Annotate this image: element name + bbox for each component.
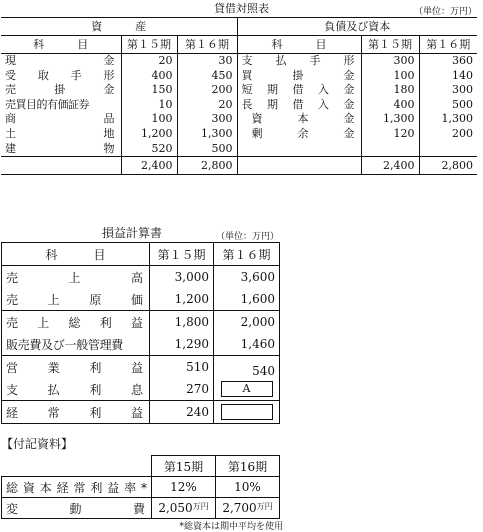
liab-col-item: 科 目 <box>237 36 361 54</box>
asset-p15: 520 <box>121 142 177 157</box>
liabilities-total-p15: 2,400 <box>361 157 419 175</box>
liability-p16: 360 <box>452 54 473 67</box>
asset-p16: 300 <box>177 112 237 127</box>
income-statement-table <box>1 242 280 424</box>
answer-box-a[interactable]: A <box>221 381 273 397</box>
asset-p16: 20 <box>177 98 237 113</box>
liability-p15: 180 <box>361 83 419 98</box>
income-statement-unit: （単位：万円） <box>216 232 280 242</box>
bs-row <box>1 127 477 142</box>
liability-p15: 120 <box>361 127 419 142</box>
sup-row-p15: 2,050 <box>158 501 193 515</box>
asset-p15: 400 <box>121 69 177 84</box>
bs-row <box>1 83 477 98</box>
pl-row-name: 支払利息 <box>2 378 150 401</box>
asset-p15: 150 <box>121 83 177 98</box>
asset-p16: 200 <box>177 83 237 98</box>
liabilities-total-p16: 2,800 <box>441 159 473 173</box>
sup-row-p15: 12% <box>152 477 216 498</box>
bs-row <box>1 69 477 84</box>
pl-row-p16: 2,000 <box>240 315 275 329</box>
liab-col-p16: 第１６期 <box>426 38 471 51</box>
pl-row-name: 売上原価 <box>2 288 150 311</box>
liability-p16: 300 <box>452 83 473 97</box>
liability-p16: 1,300 <box>441 112 473 126</box>
answer-box-blank[interactable] <box>221 404 273 420</box>
supplementary-note: *総資本は期中平均を使用 <box>179 522 283 532</box>
pl-row-p16: 1,600 <box>240 292 275 306</box>
pl-col-item: 科 目 <box>2 243 150 266</box>
pl-row-p16: 540 <box>252 364 275 378</box>
income-statement-title: 損益計算書 <box>102 226 163 240</box>
asset-name: 商品 <box>1 112 121 127</box>
liability-name: 支払手形 <box>237 54 361 69</box>
assets-total-p15: 2,400 <box>121 157 177 175</box>
balance-sheet-title: 貸借対照表 <box>214 2 269 15</box>
assets-col-item: 科 目 <box>1 36 121 54</box>
liabilities-header: 負債及び資本 <box>324 20 391 33</box>
liability-name: 買掛金 <box>237 69 361 84</box>
liability-p15: 1,300 <box>361 112 419 127</box>
liability-p16: 500 <box>452 97 473 111</box>
asset-name: 売掛金 <box>1 83 121 98</box>
asset-p16: 450 <box>177 69 237 84</box>
pl-col-p16: 第１６期 <box>222 247 271 262</box>
liability-p16: 140 <box>452 68 473 82</box>
pl-row-p15: 270 <box>150 378 214 401</box>
liability-p15: 300 <box>361 54 419 69</box>
pl-row-name: 売上高 <box>2 266 150 289</box>
pl-row-name: 販売費及び一般管理費 <box>2 333 150 356</box>
asset-name: 土地 <box>1 127 121 142</box>
pl-row-name: 経常利益 <box>2 401 150 424</box>
liability-p16: 200 <box>452 126 473 140</box>
pl-row-p15: 1,800 <box>150 311 214 334</box>
pl-col-p15: 第１５期 <box>150 243 214 266</box>
supplementary-title: 【付記資料】 <box>1 437 74 451</box>
pl-row-name: 営業利益 <box>2 356 150 379</box>
supplementary-table <box>1 455 280 519</box>
asset-name: 現金 <box>1 54 121 69</box>
asset-p15: 10 <box>121 98 177 113</box>
asset-p16: 500 <box>177 142 237 157</box>
pl-row-p16: 1,460 <box>240 337 275 351</box>
sup-row-name: 変動費 <box>2 498 152 519</box>
sup-row-p16: 10% <box>234 480 261 494</box>
assets-header: 資 産 <box>1 18 237 36</box>
pl-row-p15: 240 <box>150 401 214 424</box>
balance-sheet-unit: （単位：万円） <box>413 7 477 17</box>
liability-p15: 400 <box>361 98 419 113</box>
asset-p16: 30 <box>177 54 237 69</box>
bs-row <box>1 54 477 69</box>
pl-row-name: 売上総利益 <box>2 311 150 334</box>
asset-name: 建物 <box>1 142 121 157</box>
asset-p16: 1,300 <box>177 127 237 142</box>
bs-row <box>1 112 477 127</box>
asset-name: 売買目的有価証券 <box>1 98 121 113</box>
balance-sheet-table <box>1 17 477 175</box>
pl-row-p15: 510 <box>150 356 214 379</box>
sup-col-p16: 第16期 <box>216 456 280 477</box>
asset-p15: 20 <box>121 54 177 69</box>
bs-row <box>1 142 477 157</box>
sup-row-p16: 2,700 <box>222 501 257 515</box>
assets-col-p16: 第１６期 <box>177 36 237 54</box>
sup-col-p15: 第15期 <box>152 456 216 477</box>
asset-p15: 100 <box>121 112 177 127</box>
liab-col-p15: 第１５期 <box>361 36 419 54</box>
asset-name: 受取手形 <box>1 69 121 84</box>
liability-name: 長期借入金 <box>237 98 361 113</box>
asset-p15: 1,200 <box>121 127 177 142</box>
sup-unit: 万円 <box>192 502 209 511</box>
pl-row-p16: 3,600 <box>240 270 275 284</box>
liability-name: 資本金 <box>237 112 361 127</box>
pl-row-p15: 3,000 <box>150 266 214 289</box>
liability-name: 剰余金 <box>237 127 361 142</box>
assets-col-p15: 第１５期 <box>121 36 177 54</box>
pl-row-p15: 1,290 <box>150 333 214 356</box>
bs-row <box>1 98 477 113</box>
assets-total-p16: 2,800 <box>177 157 237 175</box>
sup-unit: 万円 <box>256 502 273 511</box>
sup-row-name: 総資本経常利益率* <box>2 477 152 498</box>
liability-name: 短期借入金 <box>237 83 361 98</box>
pl-row-p15: 1,200 <box>150 288 214 311</box>
liability-p15: 100 <box>361 69 419 84</box>
